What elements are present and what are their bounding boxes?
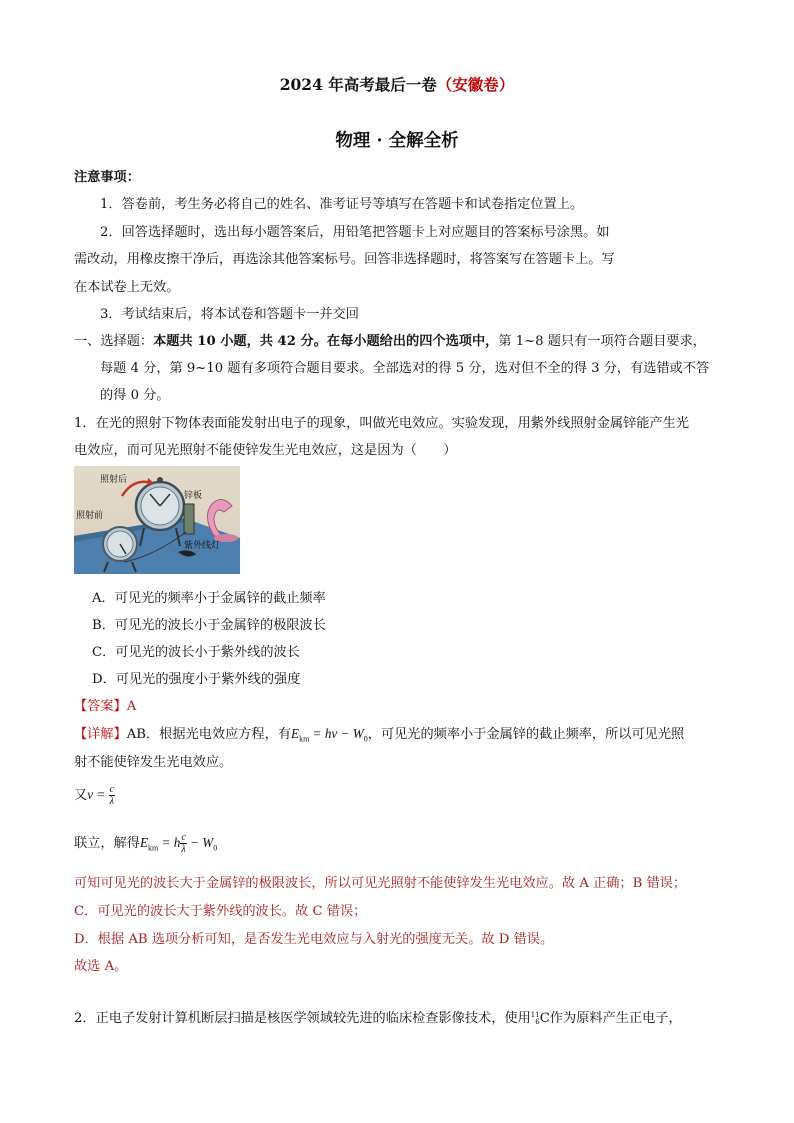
q1-formula-frequency: [74, 784, 115, 807]
formula-e-sub: km: [148, 843, 159, 853]
fraction-c-over-lambda: [109, 784, 115, 807]
q1-option-c: C．可见光的波长小于紫外线的波长: [92, 645, 300, 660]
detail-text-b: ，可见光的频率小于金属锌的截止频率，所以可见光照: [367, 727, 685, 742]
section-rest: 第 1~8 题只有一项符合题目要求，: [498, 334, 706, 349]
answer-value: A: [126, 699, 137, 714]
notice-heading: 注意事项：: [74, 170, 140, 185]
q1-explanation-line-3: D．根据 AB 选项分析可知，是否发生光电效应与入射光的强度无关。故 D 错误。: [74, 932, 554, 947]
formula-nu: ν =: [87, 787, 109, 802]
q1-stem-line-1: 1．在光的照射下物体表面能发射出电子的现象，叫做光电效应。实验发现，用紫外线照射金属锌能产生光: [74, 416, 690, 431]
q1-detail-line-2: 射不能使锌发生光电效应。: [74, 755, 233, 770]
notice-item-2-line-3: 在本试卷上无效。: [74, 280, 180, 295]
q1-option-d: D．可见光的强度小于紫外线的强度: [92, 672, 301, 687]
section-heading: [74, 330, 706, 349]
isotope-atomic-number: 6: [535, 1017, 540, 1026]
formula-h: = h: [158, 835, 181, 850]
formula-e: E: [139, 835, 148, 850]
frac-denominator: λ: [181, 844, 186, 856]
q2-stem-a: 2．正电子发射计算机断层扫描是核医学领域较先进的临床检查影像技术，使用: [74, 1011, 531, 1026]
q1-answer: [74, 695, 136, 714]
formula-photoelectric-equation: [291, 726, 368, 744]
notice-item-2-line-1: 2．回答选择题时，选出每小题答案后，用铅笔把答题卡上对应题目的答案标号涂黑。如: [100, 225, 610, 240]
section-line-2: 每题 4 分，第 9~10 题有多项符合题目要求。全部选对的得 5 分，选对但不全的得 3 分，有选错或不答: [100, 361, 710, 376]
exam-title-main: 2024 年高考最后一卷: [279, 75, 437, 94]
combine-text: 联立，解得: [74, 836, 140, 851]
q1-formula-combined: [74, 832, 217, 855]
subject-title: 物理 · 全解全析: [335, 131, 459, 151]
formula-combined: [139, 832, 218, 856]
again-text: 又: [74, 788, 88, 803]
section-bold: 本题共 10 小题，共 42 分。在每小题给出的四个选项中，: [153, 334, 499, 349]
answer-tag: 【答案】: [74, 699, 127, 714]
q2-stem-b: 作为原料产生正电子，: [549, 1011, 682, 1026]
detail-text-a: AB．根据光电效应方程，有: [126, 727, 292, 742]
figure-label-zinc-plate: 锌板: [184, 491, 203, 501]
formula-e: E: [291, 726, 300, 741]
section-prefix: 一、选择题：: [74, 334, 154, 349]
q1-detail-line-1: [74, 723, 684, 744]
figure-label-before: 照射前: [76, 511, 104, 521]
notice-item-3: 3．考试结束后，将本试卷和答题卡一并交回: [100, 307, 359, 322]
q1-option-b: B．可见光的波长小于金属锌的极限波长: [92, 618, 326, 633]
formula-e-sub: km: [299, 734, 310, 744]
figure-label-uv-lamp: 紫外线灯: [184, 541, 221, 551]
notice-item-2-line-2: 需改动，用橡皮擦干净后，再选涂其他答案标号。回答非选择题时，将答案写在答题卡上。写: [74, 252, 615, 267]
q1-explanation-line-2: C．可见光的波长大于紫外线的波长。故 C 错误；: [74, 904, 367, 919]
exam-title-region: （安徽卷）: [436, 75, 515, 94]
formula-tail: − W: [186, 835, 214, 850]
q1-figure-photoelectric-experiment: [74, 466, 240, 574]
q1-stem-line-2: 电效应，而可见光照射不能使锌发生光电效应，这是因为（ ）: [74, 443, 457, 458]
section-line-3: 的得 0 分。: [100, 388, 170, 403]
notice-item-1: 1．答卷前，考生务必将自己的姓名、准考证号等填写在答题卡和试卷指定位置上。: [100, 197, 584, 212]
isotope-mass-number: 11: [530, 1010, 540, 1019]
frac-numerator: c: [181, 832, 186, 844]
q2-stem: [74, 1007, 682, 1026]
formula-w-sub: 0: [213, 843, 218, 853]
figure-label-after: 照射后: [100, 475, 128, 485]
detail-tag: 【详解】: [74, 727, 127, 742]
q1-option-a: A．可见光的频率小于金属锌的截止频率: [92, 591, 326, 606]
formula-w-sub: 0: [363, 734, 368, 744]
exam-title: [0, 73, 794, 95]
isotope-symbol: C: [539, 1011, 550, 1026]
isotope-notation: [531, 1012, 540, 1026]
formula-rest: = hν − W: [309, 726, 364, 741]
q1-explanation-line-1: 可知可见光的波长大于金属锌的极限波长，所以可见光照射不能使锌发生光电效应。故 A 正确；B 错误；: [74, 876, 687, 891]
q1-conclusion: 故选 A。: [74, 959, 128, 974]
frac-denominator: λ: [109, 796, 114, 807]
frac-numerator: c: [109, 784, 114, 795]
